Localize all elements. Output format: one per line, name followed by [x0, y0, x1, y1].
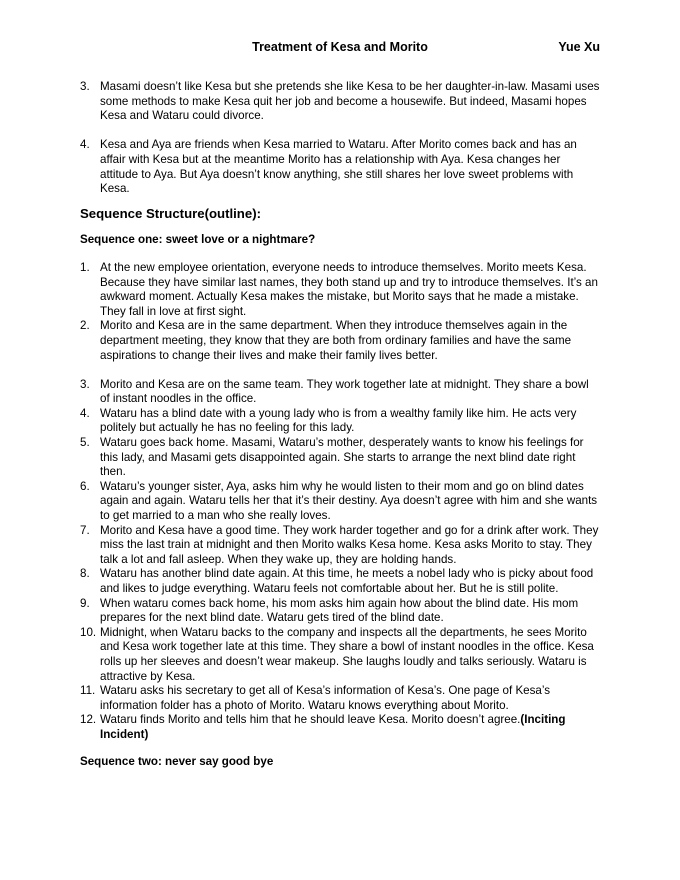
list-number: 1. [80, 260, 90, 274]
list-number: 3. [80, 377, 90, 391]
list-item [80, 261, 600, 319]
list-number: 3. [80, 80, 90, 93]
list-text: Morito and Kesa are in the same department. When they introduce themselves again in the department meeting, they know that they are both from ordinary families and have the same aspirations to change their lives and make their family lives better. [100, 319, 572, 362]
list-number: 9. [80, 596, 90, 610]
list-item [80, 626, 600, 684]
list-text [100, 713, 600, 742]
list-text: Morito and Kesa have a good time. They work harder together and go for a drink after work. They miss the last train at midnight and then Morito walks Kesa home. Kesa asks Morito to stay. They talk a lot and fall asleep. When they wake up, they are holding hands. [100, 523, 599, 566]
list-text: Masami doesn’t like Kesa but she pretends she like Kesa to be her daughter-in-law. Masami uses some methods to make Kesa quit her job and become a housewife. But indeed, Masami hopes Kesa and Wataru could divorce. [100, 80, 600, 123]
list-text: Wataru asks his secretary to get all of Kesa’s information of Kesa’s. One page of Kesa’s information folder has a photo of Morito. Wataru knows everything about Morito. [100, 684, 551, 712]
list-item [80, 524, 600, 568]
list-item [80, 378, 600, 407]
list-item [80, 567, 600, 596]
sequence-two-heading: Sequence two: never say good bye [80, 754, 274, 768]
page-header [0, 40, 680, 56]
list-number: 10. [80, 625, 97, 639]
list-text: Morito and Kesa are on the same team. They work together late at midnight. They share a bowl of instant noodles in the office. [100, 377, 589, 406]
list-text: Midnight, when Wataru backs to the company and inspects all the departments, he sees Morito and Kesa work together late at this time. They share a bowl of instant noodles in the office. Kesa rolls up her sleeves and doesn’t wear makeup. She laughs loudly and talks seriously. Wataru is attractive by Kesa. [100, 625, 594, 683]
list-number: 4. [80, 406, 90, 420]
list-number: 6. [80, 479, 90, 493]
sequence-one-heading: Sequence one: sweet love or a nightmare? [80, 233, 316, 247]
list-text: Wataru’s younger sister, Aya, asks him why he would listen to their mom and go on blind dates again and again. Wataru tells her that it’s their destiny. Aya doesn’t agree with him and she wants to get married to a man who she really loves. [100, 479, 598, 523]
list-text: Wataru has a blind date with a young lady who is from a wealthy family like him. He acts very politely but actually he has no feeling for this lady. [100, 406, 577, 435]
document-body [80, 80, 600, 769]
section-heading: Sequence Structure(outline): [80, 205, 261, 221]
list-number: 5. [80, 436, 90, 450]
list-text: When wataru comes back home, his mom asks him again how about the blind date. His mom prepares for the next blind date. Wataru gets tired of the blind date. [100, 596, 579, 625]
list-item [80, 138, 600, 196]
list-item [80, 713, 600, 742]
list-item [80, 480, 600, 524]
inciting-incident-label: (Inciting Incident) [100, 713, 566, 741]
list-item [80, 436, 600, 480]
list-text-plain: Wataru finds Morito and tells him that he should leave Kesa. Morito doesn’t agree. [100, 713, 521, 727]
list-number: 11. [80, 684, 96, 698]
list-text: Kesa and Aya are friends when Kesa married to Wataru. After Morito comes back and has an affair with Kesa but at the meantime Morito has a relationship with Aya. Kesa changes her attitude to Aya. But Aya doesn’t know anything, she still shares her love sweet problems with Kesa. [100, 138, 577, 196]
list-item [80, 597, 600, 626]
list-item [80, 319, 600, 363]
list-number: 12. [80, 713, 97, 727]
list-number: 8. [80, 567, 90, 581]
list-text: Wataru has another blind date again. At this time, he meets a nobel lady who is picky about food and likes to judge everything. Wataru feels not comfortable about her. But he is still polite. [100, 567, 594, 595]
list-item [80, 684, 600, 713]
document-title: Treatment of Kesa and Morito [252, 40, 428, 54]
list-number: 7. [80, 523, 90, 537]
author-name: Yue Xu [558, 40, 600, 54]
list-item [80, 80, 600, 124]
list-item [80, 407, 600, 436]
list-text: At the new employee orientation, everyone needs to introduce themselves. Morito meets Kesa. Because they have similar last names, they both stand up and try to introduce themselves. It’s an awkward moment. Actually Kesa makes the mistake, but Morito says that he made a mistake. They fall in love at first sight. [100, 260, 598, 318]
list-number: 4. [80, 138, 90, 152]
list-text: Wataru goes back home. Masami, Wataru’s mother, desperately wants to know his feelings for this lady, and Masami gets disappointed again. She starts to arrange the next blind date right then. [100, 436, 584, 479]
list-number: 2. [80, 319, 90, 333]
